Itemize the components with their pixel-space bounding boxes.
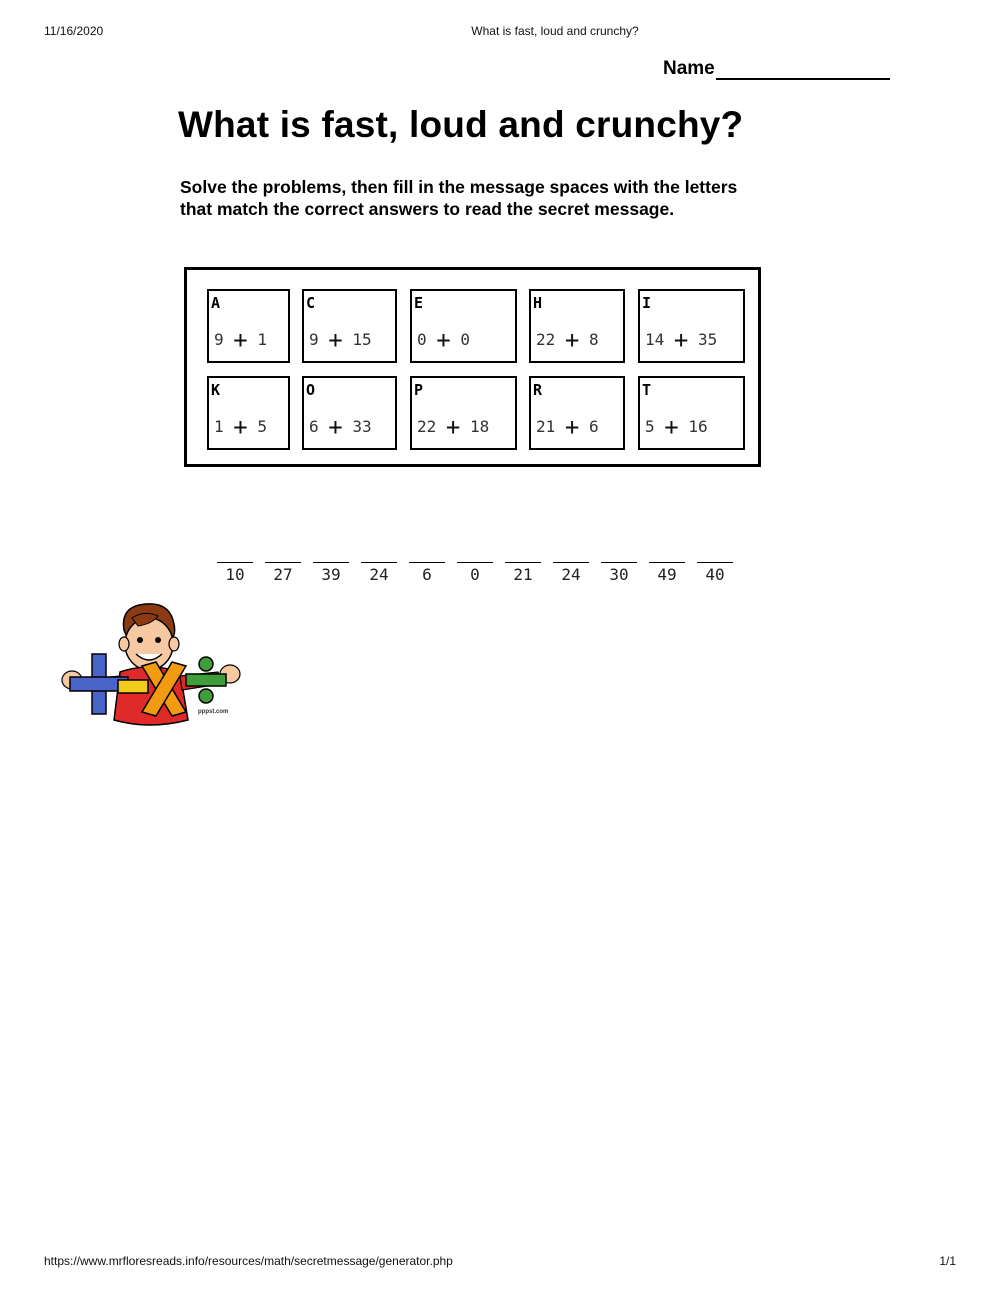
addend-b: 5: [257, 417, 268, 436]
message-blank[interactable]: [265, 562, 301, 584]
blank-line: [409, 562, 445, 563]
addition-problem: [309, 413, 372, 441]
addend-b: 1: [257, 330, 268, 349]
name-field: [663, 58, 890, 80]
addend-b: 0: [460, 330, 471, 349]
plus-sign: +: [436, 326, 451, 354]
footer-url: https://www.mrfloresreads.info/resources/math/secretmessage/generator.php: [44, 1254, 453, 1268]
math-kid-clipart: [58, 600, 244, 730]
blank-line: [553, 562, 589, 563]
key-letter: H: [533, 294, 543, 312]
message-number: 30: [609, 565, 629, 584]
message-blank[interactable]: [553, 562, 589, 584]
message-blank[interactable]: [505, 562, 541, 584]
addend-b: 8: [589, 330, 599, 349]
blank-line: [313, 562, 349, 563]
blank-line: [505, 562, 541, 563]
key-cell-e: [410, 289, 517, 363]
addition-problem: [417, 413, 489, 441]
key-letter: K: [211, 381, 221, 399]
name-label: Name: [663, 58, 715, 79]
key-cell-h: [529, 289, 625, 363]
plus-sign: +: [328, 413, 343, 441]
message-number: 27: [273, 565, 293, 584]
addition-problem: [645, 413, 708, 441]
addend-a: 14: [645, 330, 665, 349]
message-blank[interactable]: [649, 562, 685, 584]
key-letter: A: [211, 294, 221, 312]
addend-b: 16: [688, 417, 708, 436]
addend-b: 15: [352, 330, 372, 349]
addend-a: 21: [536, 417, 556, 436]
key-letter: E: [414, 294, 424, 312]
message-number: 21: [513, 565, 533, 584]
addend-b: 33: [352, 417, 372, 436]
key-letter: P: [414, 381, 424, 399]
instructions: Solve the problems, then fill in the message spaces with the letters that match the correct answers to read the secret message.: [180, 177, 738, 219]
name-blank-line[interactable]: [716, 60, 890, 80]
key-letter: R: [533, 381, 543, 399]
minus-symbol-icon: [118, 680, 148, 693]
message-number: 6: [422, 565, 432, 584]
key-cell-t: [638, 376, 745, 450]
plus-sign: +: [233, 326, 248, 354]
addend-b: 18: [470, 417, 490, 436]
key-cell-r: [529, 376, 625, 450]
key-letter: T: [642, 381, 652, 399]
blank-line: [265, 562, 301, 563]
key-cell-a: [207, 289, 290, 363]
footer-page-number: 1/1: [939, 1254, 956, 1268]
blank-line: [217, 562, 253, 563]
blank-line: [361, 562, 397, 563]
addition-problem: [536, 413, 599, 441]
message-blank[interactable]: [313, 562, 349, 584]
addend-b: 6: [589, 417, 599, 436]
divide-symbol-icon: [186, 657, 226, 703]
key-letter: C: [306, 294, 316, 312]
message-blank[interactable]: [361, 562, 397, 584]
message-blank[interactable]: [409, 562, 445, 584]
key-cell-c: [302, 289, 397, 363]
addend-a: 22: [536, 330, 556, 349]
addend-a: 9: [214, 330, 224, 349]
plus-sign: +: [328, 326, 343, 354]
addend-a: 5: [645, 417, 655, 436]
print-date: 11/16/2020: [44, 24, 104, 38]
addend-b: 35: [698, 330, 718, 349]
face: [125, 618, 173, 670]
addend-a: 22: [417, 417, 437, 436]
plus-sign: +: [564, 326, 580, 354]
message-number: 40: [705, 565, 725, 584]
addition-problem: [417, 326, 470, 354]
addend-a: 0: [417, 330, 427, 349]
blank-line: [649, 562, 685, 563]
message-number: 24: [561, 565, 581, 584]
message-number: 10: [225, 565, 245, 584]
blank-line: [601, 562, 637, 563]
plus-sign: +: [664, 413, 679, 441]
blank-line: [697, 562, 733, 563]
addend-a: 1: [214, 417, 224, 436]
worksheet-title: What is fast, loud and crunchy?: [178, 104, 744, 145]
plus-sign: +: [233, 413, 248, 441]
message-number: 0: [470, 565, 480, 584]
print-page-title: What is fast, loud and crunchy?: [471, 24, 639, 38]
key-cell-i: [638, 289, 745, 363]
addition-problem: [214, 413, 267, 441]
plus-sign: +: [673, 326, 689, 354]
addend-a: 6: [309, 417, 319, 436]
key-letter: O: [306, 381, 316, 399]
message-number: 49: [657, 565, 677, 584]
clipart-caption: pppst.com: [198, 709, 229, 715]
message-blank[interactable]: [457, 562, 493, 584]
addition-problem: [214, 326, 267, 354]
blank-line: [457, 562, 493, 563]
message-blank[interactable]: [601, 562, 637, 584]
key-cell-o: [302, 376, 397, 450]
addend-a: 9: [309, 330, 319, 349]
message-blank[interactable]: [217, 562, 253, 584]
addition-problem: [536, 326, 599, 354]
answer-key-grid: [184, 267, 761, 467]
plus-sign: +: [445, 413, 461, 441]
addition-problem: [645, 326, 717, 354]
message-blank[interactable]: [697, 562, 733, 584]
addition-problem: [309, 326, 372, 354]
key-cell-k: [207, 376, 290, 450]
message-number: 39: [321, 565, 341, 584]
plus-sign: +: [564, 413, 580, 441]
key-cell-p: [410, 376, 517, 450]
message-number: 24: [369, 565, 389, 584]
key-letter: I: [642, 294, 652, 312]
